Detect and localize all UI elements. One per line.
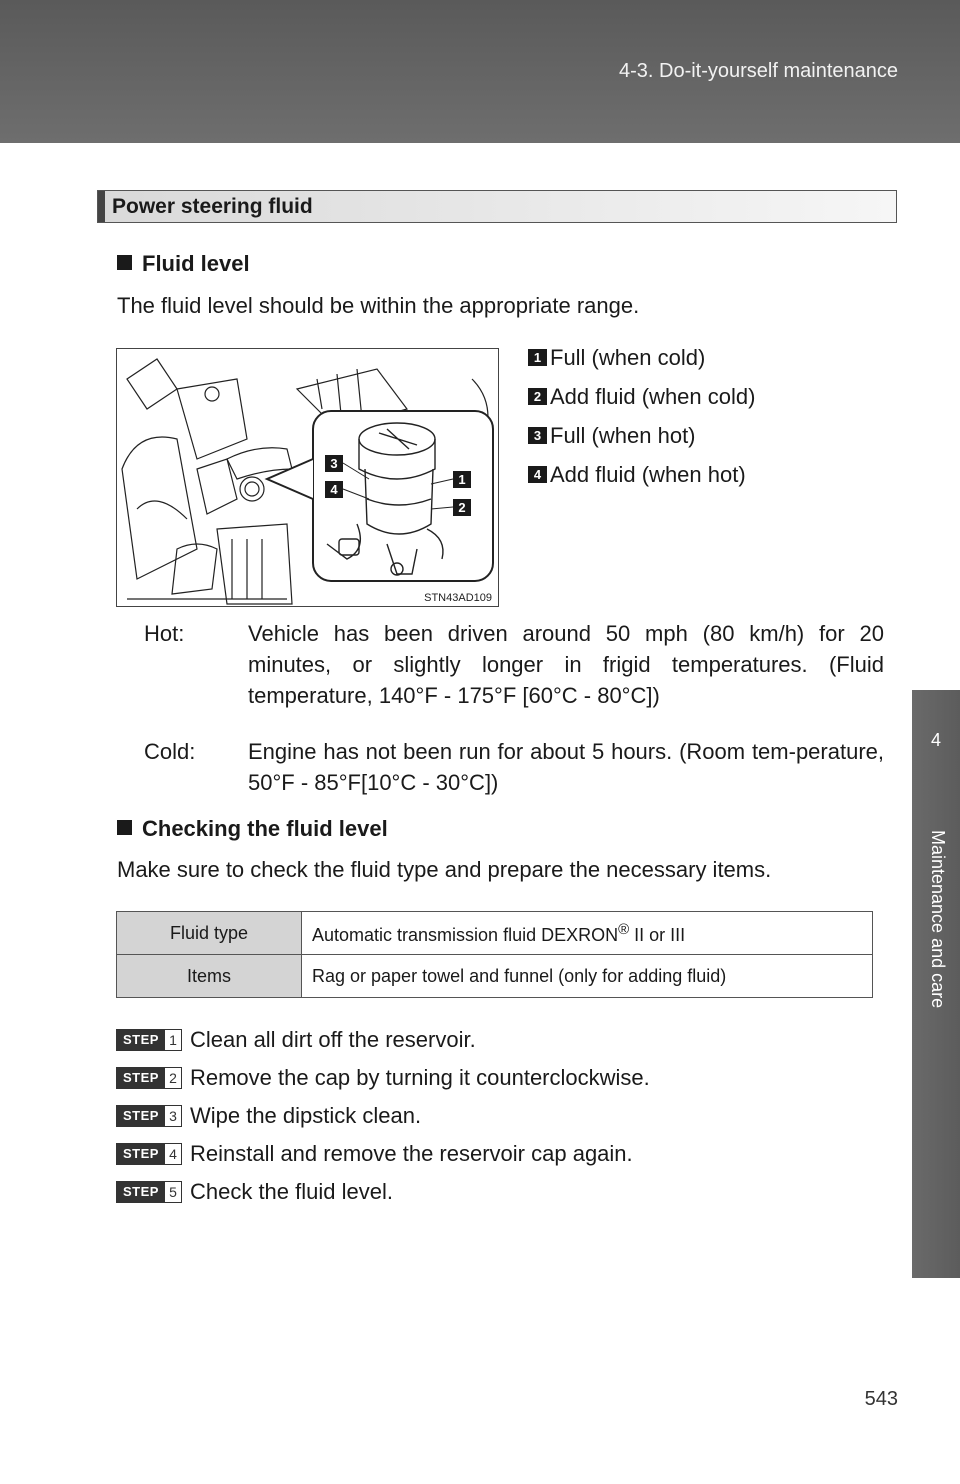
section-header-bar [98,191,105,222]
chapter-tab [912,690,960,1278]
engine-bay-illustration [116,348,499,607]
legend-item [528,377,755,416]
table-value: Rag or paper towel and funnel (only for adding fluid) [302,955,873,998]
number-badge-icon: 2 [528,388,547,405]
legend-item [528,416,755,455]
figure-legend [528,338,755,494]
legend-label: Add fluid (when hot) [550,461,746,487]
fluid-level-intro: The fluid level should be within the appropriate range. [117,293,640,318]
callout-1: 1 [458,472,466,487]
step-text: Clean all dirt off the reservoir. [189,1027,476,1052]
checking-intro: Make sure to check the fluid type and prepare the necessary items. [117,857,772,882]
step-item [116,1177,393,1207]
step-text: Check the fluid level. [189,1179,393,1204]
step-item [116,1063,650,1093]
step-item [116,1139,633,1169]
number-badge-icon: 1 [528,349,547,366]
callout-2: 2 [458,500,466,515]
step-text: Wipe the dipstick clean. [189,1103,422,1128]
reservoir-diagram [117,349,499,607]
step-badge-icon: STEP 2 [116,1067,182,1089]
chapter-title: Maintenance and care [928,830,948,1009]
step-badge-icon: STEP 3 [116,1105,182,1127]
callout-3: 3 [330,456,338,471]
table-row [117,955,873,998]
figure-code: STN43AD109 [424,592,492,604]
definition-term: Cold: [144,739,196,764]
table-key: Fluid type [117,912,302,955]
page-number: 543 [864,1388,898,1410]
page-header [0,0,960,143]
section-title: Power steering fluid [112,195,313,218]
legend-label: Full (when hot) [550,422,696,448]
step-text: Reinstall and remove the reservoir cap again. [189,1141,633,1166]
step-badge-icon: STEP 4 [116,1143,182,1165]
subheading-fluid-level: Fluid level [117,251,250,277]
step-badge-icon: STEP 1 [116,1029,182,1051]
section-path: 4-3. Do-it-yourself maintenance [618,60,898,82]
legend-label: Add fluid (when cold) [550,383,756,409]
requirements-table [116,911,873,998]
number-badge-icon: 4 [528,466,547,483]
subheading-checking: Checking the fluid level [117,816,388,842]
step-badge-icon: STEP 5 [116,1181,182,1203]
legend-item [528,338,755,377]
section-header [97,190,897,223]
registered-mark: ® [618,920,630,938]
square-bullet-icon [117,255,132,270]
definition-description: Vehicle has been driven around 50 mph (80 km/h) for 20 minutes, or slightly longer in frigid temperatures. (Fluid temperature, 140°F - 175°F [60°C - 80°C]) [248,621,884,708]
legend-item [528,455,755,494]
table-key: Items [117,955,302,998]
callout-4: 4 [330,482,338,497]
step-text: Remove the cap by turning it counterclockwise. [189,1065,650,1090]
chapter-number: 4 [930,730,941,750]
table-value: Automatic transmission fluid DEXRON® II or III [302,912,873,955]
step-item [116,1101,421,1131]
legend-label: Full (when cold) [550,344,706,370]
definition-term: Hot: [144,621,185,646]
definition-description: Engine has not been run for about 5 hours. (Room tem-perature, 50°F - 85°F[10°C - 30°C]) [248,739,884,795]
step-item [116,1025,476,1055]
square-bullet-icon [117,820,132,835]
table-row [117,912,873,955]
number-badge-icon: 3 [528,427,547,444]
